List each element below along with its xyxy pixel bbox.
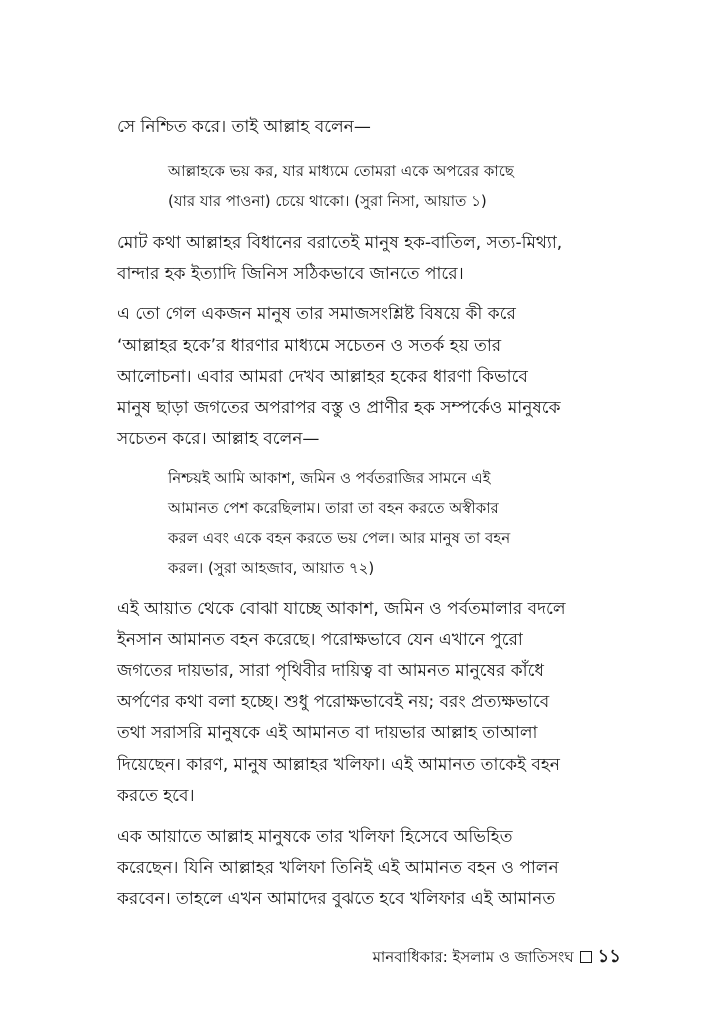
body-text-line: বান্দার হক ইত্যাদি জিনিস সঠিকভাবে জানতে পারে।	[117, 264, 464, 284]
body-text-line: ইনসান আমানত বহন করেছে। পরোক্ষভাবে যেন এখানে পুরো	[117, 630, 523, 650]
quote-text-line: করল। (সুরা আহজাব, আয়াত ৭২)	[168, 559, 375, 577]
page-footer	[373, 946, 621, 968]
square-separator-icon	[580, 951, 592, 963]
body-text-line: করবেন। তাহলে এখন আমাদের বুঝতে হবে খলিফার এই আমানত	[117, 889, 556, 909]
page-number: ১১	[597, 946, 621, 967]
body-text-line: মোট কথা আল্লাহর বিধানের বরাতেই মানুষ হক-বাতিল, সত্য-মিথ্যা,	[117, 233, 563, 253]
body-text-line: অর্পণের কথা বলা হচ্ছে। শুধু পরোক্ষভাবেই নয়; বরং প্রত্যক্ষভাবে	[117, 692, 550, 712]
quote-text-line: আল্লাহকে ভয় কর, যার মাধ্যমে তোমরা একে অপরের কাছে	[168, 162, 514, 180]
body-text-line: আলোচনা। এবার আমরা দেখব আল্লাহর হকের ধারণা কিভাবে	[117, 367, 528, 387]
body-text-line: তথা সরাসরি মানুষকে এই আমানত বা দায়ভার আল্লাহ তাআলা	[117, 723, 538, 743]
body-text-line: মানুষ ছাড়া জগতের অপরাপর বস্তু ও প্রাণীর হক সম্পর্কেও মানুষকে	[117, 398, 561, 418]
quote-text-line: (যার যার পাওনা) চেয়ে থাকো। (সুরা নিসা, আয়াত ১)	[168, 192, 487, 210]
quote-text-line: আমানত পেশ করেছিলাম। তারা তা বহন করতে অস্বীকার	[168, 499, 499, 517]
body-text-line: করতে হবে।	[117, 786, 195, 806]
running-title: মানবাধিকার: ইসলাম ও জাতিসংঘ	[372, 948, 574, 966]
body-text-line: এ তো গেল একজন মানুষ তার সমাজসংশ্লিষ্ট বিষয়ে কী করে	[117, 304, 516, 324]
body-text-line: দিয়েছেন। কারণ, মানুষ আল্লাহর খলিফা। এই আমানত তাকেই বহন	[117, 755, 560, 775]
body-text-line: এই আয়াত থেকে বোঝা যাচ্ছে আকাশ, জমিন ও পর্বতমালার বদলে	[117, 599, 566, 619]
body-text-line: জগতের দায়ভার, সারা পৃথিবীর দায়িত্ব বা আমনত মানুষের কাঁধে	[117, 661, 544, 681]
body-text-line: করেছেন। যিনি আল্লাহর খলিফা তিনিই এই আমানত বহন ও পালন	[117, 858, 559, 878]
body-text-line: সে নিশ্চিত করে। তাই আল্লাহ বলেন—	[117, 117, 371, 137]
quote-text-line: করল এবং একে বহন করতে ভয় পেল। আর মানুষ তা বহন	[168, 529, 511, 547]
body-text-line: ‘আল্লাহর হকে’র ধারণার মাধ্যমে সচেতন ও সতর্ক হয় তার	[117, 336, 502, 356]
quote-text-line: নিশ্চয়ই আমি আকাশ, জমিন ও পর্বতরাজির সামনে এই	[168, 469, 491, 487]
body-text-line: সচেতন করে। আল্লাহ বলেন—	[117, 429, 320, 449]
body-text-line: এক আয়াতে আল্লাহ মানুষকে তার খলিফা হিসেবে অভিহিত	[117, 827, 513, 847]
